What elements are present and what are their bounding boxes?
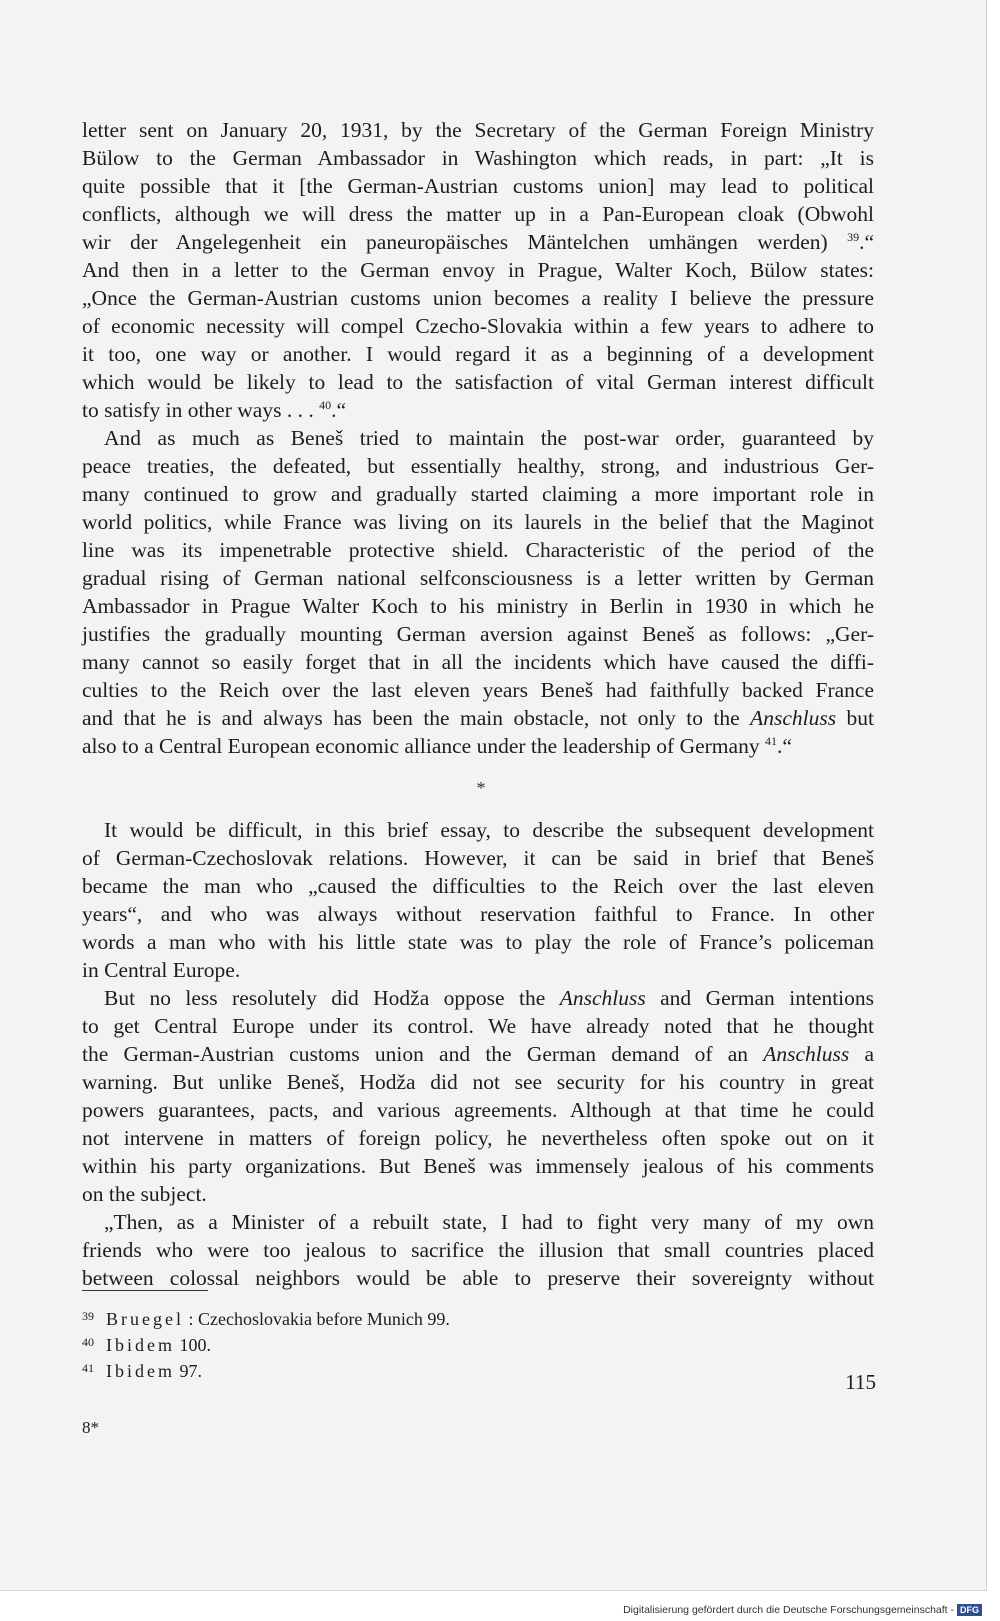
text-line: world politics, while France was living on its laurels in the belief that the Maginot	[82, 510, 874, 534]
body-text-upper	[82, 116, 874, 760]
printer-signature: 8*	[82, 1418, 99, 1437]
footnote-author: Bruegel	[106, 1309, 184, 1329]
text-line: letter sent on January 20, 1931, by the Secretary of the German Foreign Ministry	[82, 118, 874, 142]
text-line: of economic necessity will compel Czecho-Slovakia within a few years to adhere to	[82, 314, 874, 338]
footnote-39	[82, 1305, 782, 1331]
text-segment: but	[846, 706, 875, 730]
text-line: within his party organizations. But Beneš was immensely jealous of his comments	[82, 1154, 874, 1178]
body-text-lower	[82, 816, 874, 1292]
text-line: many continued to grow and gradually started claiming a more important role in	[82, 482, 874, 506]
text-segment: the German-Austrian customs union and the German demand of an	[82, 1042, 748, 1066]
italic-term: Anschluss	[763, 1042, 850, 1066]
footnote-number: 40	[82, 1335, 94, 1349]
footnote-ref-40: 40	[319, 398, 332, 412]
footnote-number: 39	[82, 1309, 94, 1323]
text-line: words a man who with his little state was to play the role of France’s policeman	[82, 930, 874, 954]
quote-close: .“	[331, 398, 346, 422]
text-line	[82, 704, 874, 732]
text-line: quite possible that it [the German-Austrian customs union] may lead to political	[82, 174, 874, 198]
footnote-author: Ibidem	[106, 1361, 175, 1381]
text-line	[82, 396, 874, 424]
text-line: Ambassador in Prague Walter Koch to his ministry in Berlin in 1930 in which he	[82, 594, 874, 618]
footnote-text: 100.	[179, 1335, 211, 1355]
text-line: to get Central Europe under its control. We have already noted that he thought	[82, 1014, 874, 1038]
footnote-author: Ibidem	[106, 1335, 175, 1355]
text-segment: and that he is and always has been the main obstacle, not only to the	[82, 706, 740, 730]
text-segment: and German intentions	[660, 986, 875, 1010]
text-line: It would be difficult, in this brief essay, to describe the subsequent development	[104, 818, 874, 842]
text-line: powers guarantees, pacts, and various agreements. Although at that time he could	[82, 1098, 874, 1122]
text-line: Bülow to the German Ambassador in Washington which reads, in part: „It is	[82, 146, 874, 170]
text-line: many cannot so easily forget that in all the incidents which have caused the diffi-	[82, 650, 874, 674]
footnote-number: 41	[82, 1361, 94, 1375]
footnote-text: 97.	[179, 1361, 202, 1381]
text-line: And as much as Beneš tried to maintain the post-war order, guaranteed by	[104, 426, 874, 450]
quote-close: .“	[859, 230, 874, 254]
text-line: conflicts, although we will dress the matter up in a Pan-European cloak (Obwohl	[82, 202, 874, 226]
footnote-ref-41: 41	[764, 734, 777, 748]
text-line	[82, 732, 874, 760]
text-line: line was its impenetrable protective shield. Characteristic of the period of the	[82, 538, 874, 562]
footnote-colon: :	[188, 1309, 194, 1329]
text-line: of German-Czechoslovak relations. However, it can be said in brief that Beneš	[82, 846, 874, 870]
text-line	[82, 1040, 874, 1068]
text-segment: a	[864, 1042, 875, 1066]
italic-term: Anschluss	[750, 706, 837, 730]
text-line: friends who were too jealous to sacrifice the illusion that small countries placed	[82, 1238, 874, 1262]
footnote-40	[82, 1331, 782, 1357]
footnote-text: Czechoslovakia before Munich 99.	[198, 1309, 450, 1329]
text-segment: wir der Angelegenheit ein paneuropäisches Mäntelchen umhängen werden)	[82, 230, 828, 254]
text-line: justifies the gradually mounting German aversion against Beneš as follows: „Ger-	[82, 622, 874, 646]
footnote-divider	[82, 1290, 208, 1291]
text-line: culties to the Reich over the last eleven years Beneš had faithfully backed France	[82, 678, 874, 702]
italic-term: Anschluss	[559, 986, 646, 1010]
credit-text: Digitalisierung gefördert durch die Deutsche Forschungsgemeinschaft -	[623, 1604, 954, 1616]
text-line: on the subject.	[82, 1182, 207, 1206]
page-number: 115	[845, 1370, 876, 1394]
text-line: which would be likely to lead to the satisfaction of vital German interest difficult	[82, 370, 874, 394]
text-line: warning. But unlike Beneš, Hodža did not see security for his country in great	[82, 1070, 874, 1094]
text-line	[82, 984, 874, 1012]
text-line: And then in a letter to the German envoy in Prague, Walter Koch, Bülow states:	[82, 258, 874, 282]
text-line: years“, and who was always without reservation faithful to France. In other	[82, 902, 874, 926]
quote-close: .“	[776, 734, 792, 758]
text-line: peace treaties, the defeated, but essentially healthy, strong, and industrious Ger-	[82, 454, 874, 478]
text-line	[82, 228, 874, 256]
digitization-credit	[623, 1603, 982, 1617]
text-segment: also to a Central European economic alliance under the leadership of Germany	[82, 734, 760, 758]
text-line: became the man who „caused the difficulties to the Reich over the last eleven	[82, 874, 874, 898]
text-segment: But no less resolutely did Hodža oppose the	[104, 986, 546, 1010]
text-line: between colossal neighbors would be able to preserve their sovereignty without	[82, 1266, 874, 1290]
text-line: gradual rising of German national selfconsciousness is a letter written by German	[82, 566, 874, 590]
footnote-41	[82, 1357, 782, 1383]
footnotes	[82, 1305, 782, 1383]
text-segment: to satisfy in other ways . . .	[82, 398, 314, 422]
footnote-ref-39: 39	[847, 230, 860, 244]
section-separator: *	[476, 778, 486, 798]
dfg-logo: DFG	[957, 1604, 982, 1616]
text-line: it too, one way or another. I would regard it as a beginning of a development	[82, 342, 874, 366]
text-line: „Then, as a Minister of a rebuilt state, I had to fight very many of my own	[104, 1210, 874, 1234]
text-line: not intervene in matters of foreign policy, he nevertheless often spoke out on it	[82, 1126, 874, 1150]
text-line: „Once the German-Austrian customs union becomes a reality I believe the pressure	[82, 286, 874, 310]
text-line: in Central Europe.	[82, 958, 241, 982]
